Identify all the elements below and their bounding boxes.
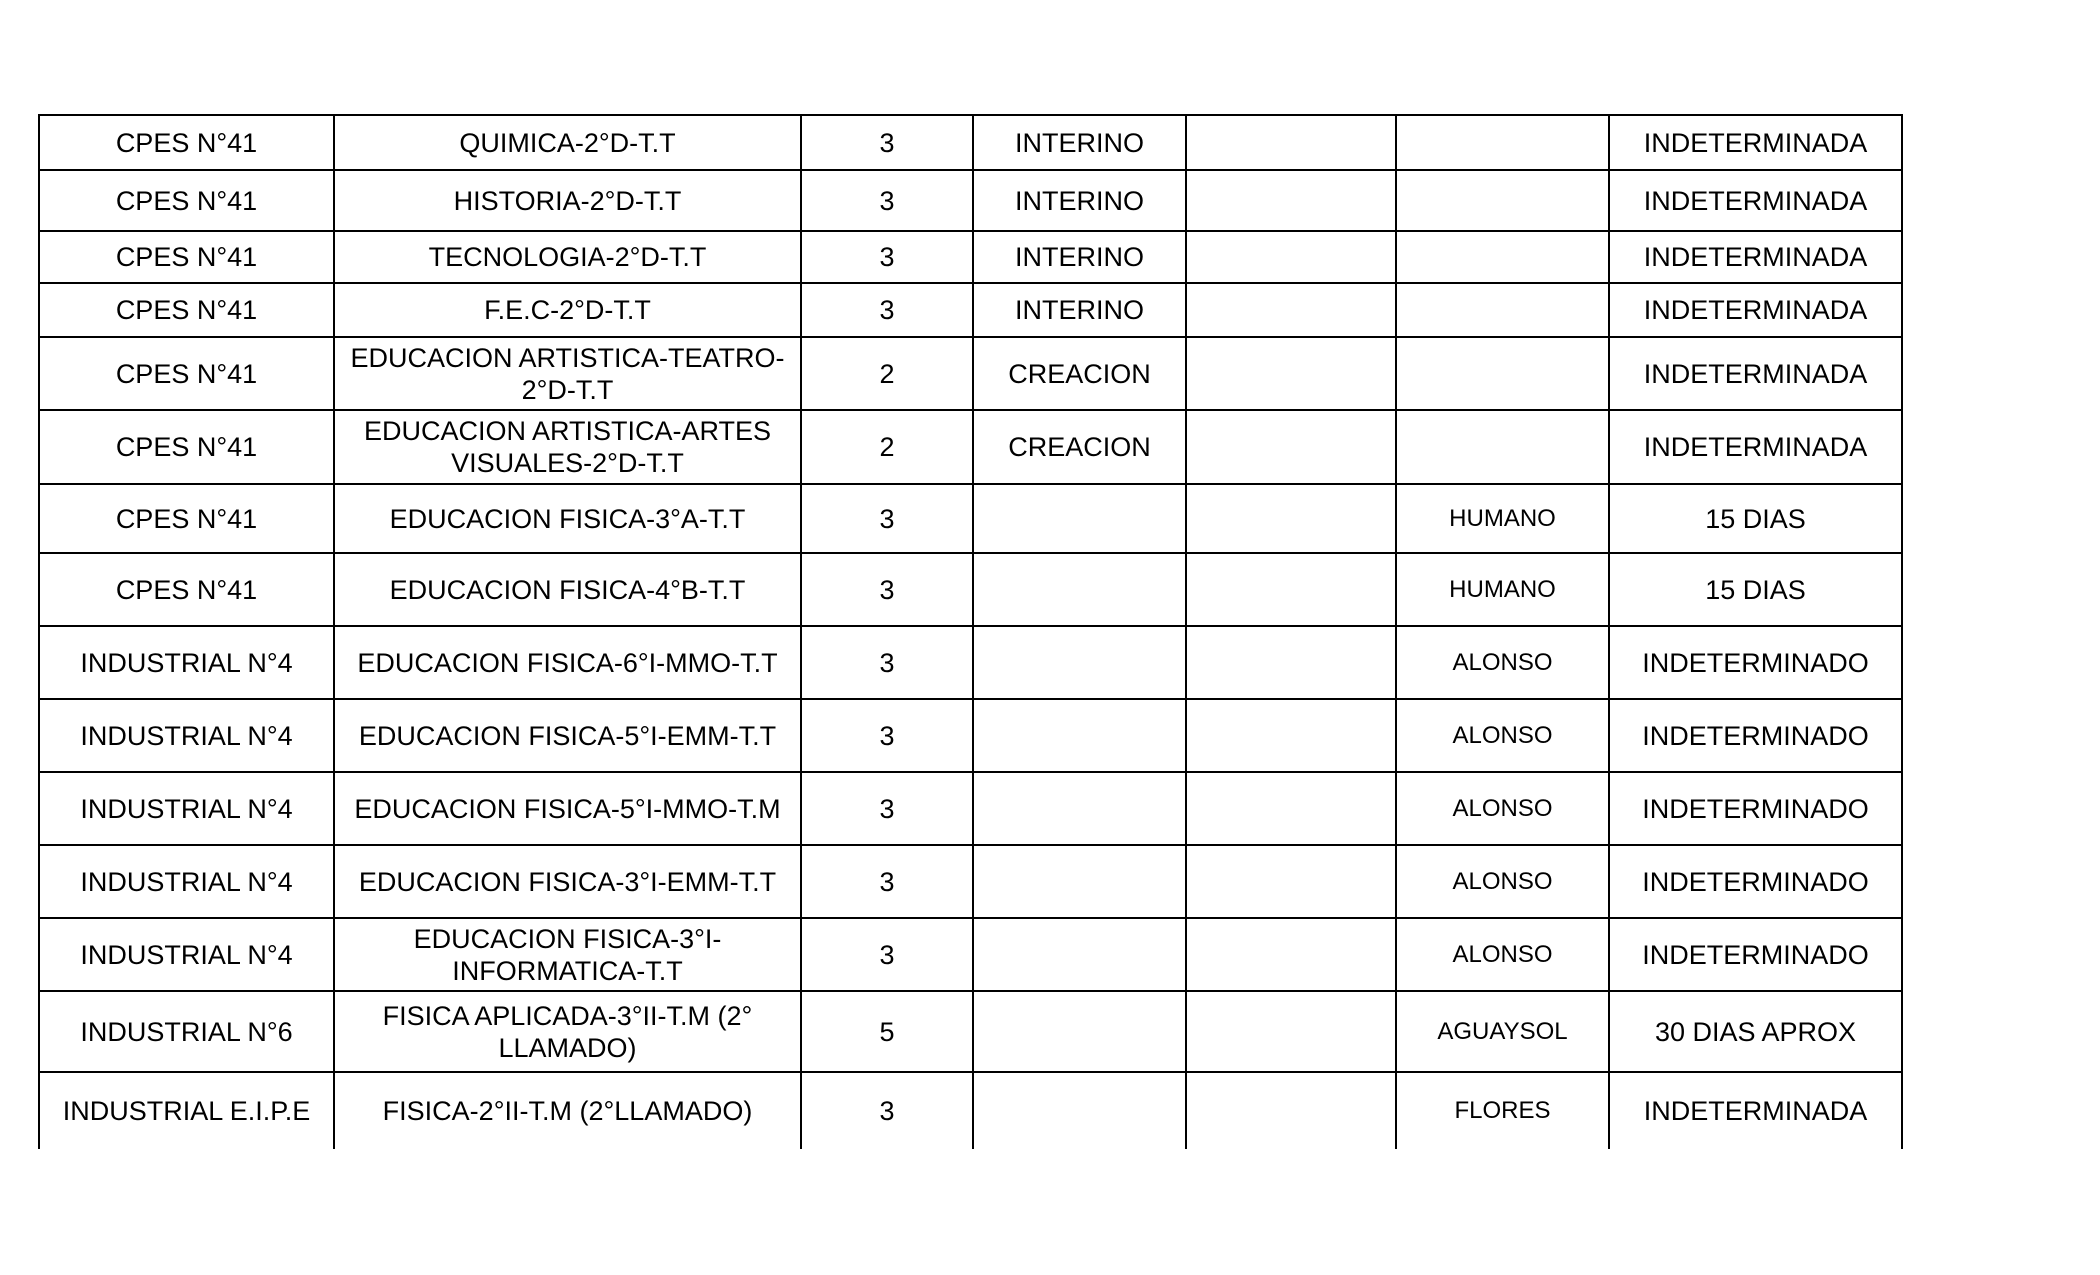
blank-cell: [1186, 626, 1396, 699]
status-cell: [973, 845, 1186, 918]
school-cell: CPES N°41: [39, 337, 334, 410]
subject-cell: EDUCACION FISICA-3°A-T.T: [334, 484, 801, 553]
name-cell: HUMANO: [1396, 553, 1609, 626]
hours-cell: 3: [801, 553, 973, 626]
school-cell: CPES N°41: [39, 170, 334, 231]
subject-cell: EDUCACION FISICA-5°I-MMO-T.M: [334, 772, 801, 845]
name-cell: ALONSO: [1396, 699, 1609, 772]
duration-cell: 15 DIAS: [1609, 484, 1902, 553]
name-cell: HUMANO: [1396, 484, 1609, 553]
subject-cell: EDUCACION FISICA-4°B-T.T: [334, 553, 801, 626]
subject-cell: F.E.C-2°D-T.T: [334, 283, 801, 337]
name-cell: [1396, 231, 1609, 283]
school-cell: INDUSTRIAL N°6: [39, 991, 334, 1072]
school-cell: CPES N°41: [39, 553, 334, 626]
table-row: [39, 283, 1902, 337]
hours-cell: 3: [801, 918, 973, 991]
status-cell: INTERINO: [973, 283, 1186, 337]
table-row: [39, 337, 1902, 410]
table-row: [39, 410, 1902, 484]
subject-cell: FISICA-2°II-T.M (2°LLAMADO): [334, 1072, 801, 1149]
table-row: [39, 1072, 1902, 1149]
table-row: [39, 772, 1902, 845]
hours-cell: 3: [801, 845, 973, 918]
hours-cell: 3: [801, 772, 973, 845]
name-cell: [1396, 337, 1609, 410]
name-cell: ALONSO: [1396, 772, 1609, 845]
school-cell: INDUSTRIAL N°4: [39, 699, 334, 772]
subject-cell: EDUCACION FISICA-3°I-EMM-T.T: [334, 845, 801, 918]
school-cell: INDUSTRIAL N°4: [39, 918, 334, 991]
blank-cell: [1186, 410, 1396, 484]
name-cell: [1396, 170, 1609, 231]
duration-cell: INDETERMINADO: [1609, 626, 1902, 699]
table-row: [39, 845, 1902, 918]
school-cell: INDUSTRIAL E.I.P.E: [39, 1072, 334, 1149]
status-cell: INTERINO: [973, 231, 1186, 283]
subject-cell: EDUCACION ARTISTICA-TEATRO-2°D-T.T: [334, 337, 801, 410]
school-cell: CPES N°41: [39, 484, 334, 553]
hours-cell: 5: [801, 991, 973, 1072]
name-cell: [1396, 283, 1609, 337]
status-cell: INTERINO: [973, 115, 1186, 170]
hours-cell: 3: [801, 484, 973, 553]
blank-cell: [1186, 553, 1396, 626]
status-cell: [973, 772, 1186, 845]
status-cell: CREACION: [973, 337, 1186, 410]
table-row: [39, 170, 1902, 231]
blank-cell: [1186, 699, 1396, 772]
table-body: [39, 115, 1902, 1149]
duration-cell: INDETERMINADO: [1609, 699, 1902, 772]
blank-cell: [1186, 991, 1396, 1072]
blank-cell: [1186, 283, 1396, 337]
status-cell: [973, 553, 1186, 626]
blank-cell: [1186, 918, 1396, 991]
vacancies-table: [38, 114, 1903, 1149]
subject-cell: HISTORIA-2°D-T.T: [334, 170, 801, 231]
name-cell: FLORES: [1396, 1072, 1609, 1149]
status-cell: [973, 991, 1186, 1072]
school-cell: CPES N°41: [39, 231, 334, 283]
duration-cell: 15 DIAS: [1609, 553, 1902, 626]
hours-cell: 3: [801, 231, 973, 283]
table-row: [39, 484, 1902, 553]
table-row: [39, 553, 1902, 626]
subject-cell: EDUCACION FISICA-3°I-INFORMATICA-T.T: [334, 918, 801, 991]
duration-cell: INDETERMINADA: [1609, 283, 1902, 337]
subject-cell: QUIMICA-2°D-T.T: [334, 115, 801, 170]
name-cell: [1396, 115, 1609, 170]
school-cell: CPES N°41: [39, 115, 334, 170]
hours-cell: 3: [801, 1072, 973, 1149]
table-row: [39, 918, 1902, 991]
duration-cell: INDETERMINADO: [1609, 772, 1902, 845]
duration-cell: INDETERMINADA: [1609, 337, 1902, 410]
name-cell: ALONSO: [1396, 626, 1609, 699]
subject-cell: EDUCACION FISICA-6°I-MMO-T.T: [334, 626, 801, 699]
hours-cell: 3: [801, 115, 973, 170]
blank-cell: [1186, 772, 1396, 845]
duration-cell: INDETERMINADA: [1609, 1072, 1902, 1149]
status-cell: [973, 1072, 1186, 1149]
duration-cell: INDETERMINADO: [1609, 845, 1902, 918]
subject-cell: EDUCACION ARTISTICA-ARTES VISUALES-2°D-T.T: [334, 410, 801, 484]
name-cell: [1396, 410, 1609, 484]
duration-cell: INDETERMINADA: [1609, 231, 1902, 283]
status-cell: INTERINO: [973, 170, 1186, 231]
hours-cell: 3: [801, 626, 973, 699]
status-cell: [973, 626, 1186, 699]
status-cell: CREACION: [973, 410, 1186, 484]
table-row: [39, 699, 1902, 772]
blank-cell: [1186, 484, 1396, 553]
hours-cell: 3: [801, 699, 973, 772]
name-cell: AGUAYSOL: [1396, 991, 1609, 1072]
status-cell: [973, 699, 1186, 772]
duration-cell: 30 DIAS APROX: [1609, 991, 1902, 1072]
table-row: [39, 626, 1902, 699]
blank-cell: [1186, 115, 1396, 170]
hours-cell: 3: [801, 283, 973, 337]
name-cell: ALONSO: [1396, 918, 1609, 991]
hours-cell: 2: [801, 410, 973, 484]
school-cell: INDUSTRIAL N°4: [39, 772, 334, 845]
hours-cell: 2: [801, 337, 973, 410]
table-row: [39, 991, 1902, 1072]
name-cell: ALONSO: [1396, 845, 1609, 918]
duration-cell: INDETERMINADO: [1609, 918, 1902, 991]
school-cell: INDUSTRIAL N°4: [39, 845, 334, 918]
blank-cell: [1186, 337, 1396, 410]
blank-cell: [1186, 1072, 1396, 1149]
table-row: [39, 231, 1902, 283]
blank-cell: [1186, 231, 1396, 283]
duration-cell: INDETERMINADA: [1609, 410, 1902, 484]
duration-cell: INDETERMINADA: [1609, 115, 1902, 170]
status-cell: [973, 918, 1186, 991]
school-cell: CPES N°41: [39, 283, 334, 337]
school-cell: CPES N°41: [39, 410, 334, 484]
subject-cell: TECNOLOGIA-2°D-T.T: [334, 231, 801, 283]
table-row: [39, 115, 1902, 170]
subject-cell: EDUCACION FISICA-5°I-EMM-T.T: [334, 699, 801, 772]
blank-cell: [1186, 845, 1396, 918]
hours-cell: 3: [801, 170, 973, 231]
subject-cell: FISICA APLICADA-3°II-T.M (2° LLAMADO): [334, 991, 801, 1072]
status-cell: [973, 484, 1186, 553]
duration-cell: INDETERMINADA: [1609, 170, 1902, 231]
school-cell: INDUSTRIAL N°4: [39, 626, 334, 699]
blank-cell: [1186, 170, 1396, 231]
